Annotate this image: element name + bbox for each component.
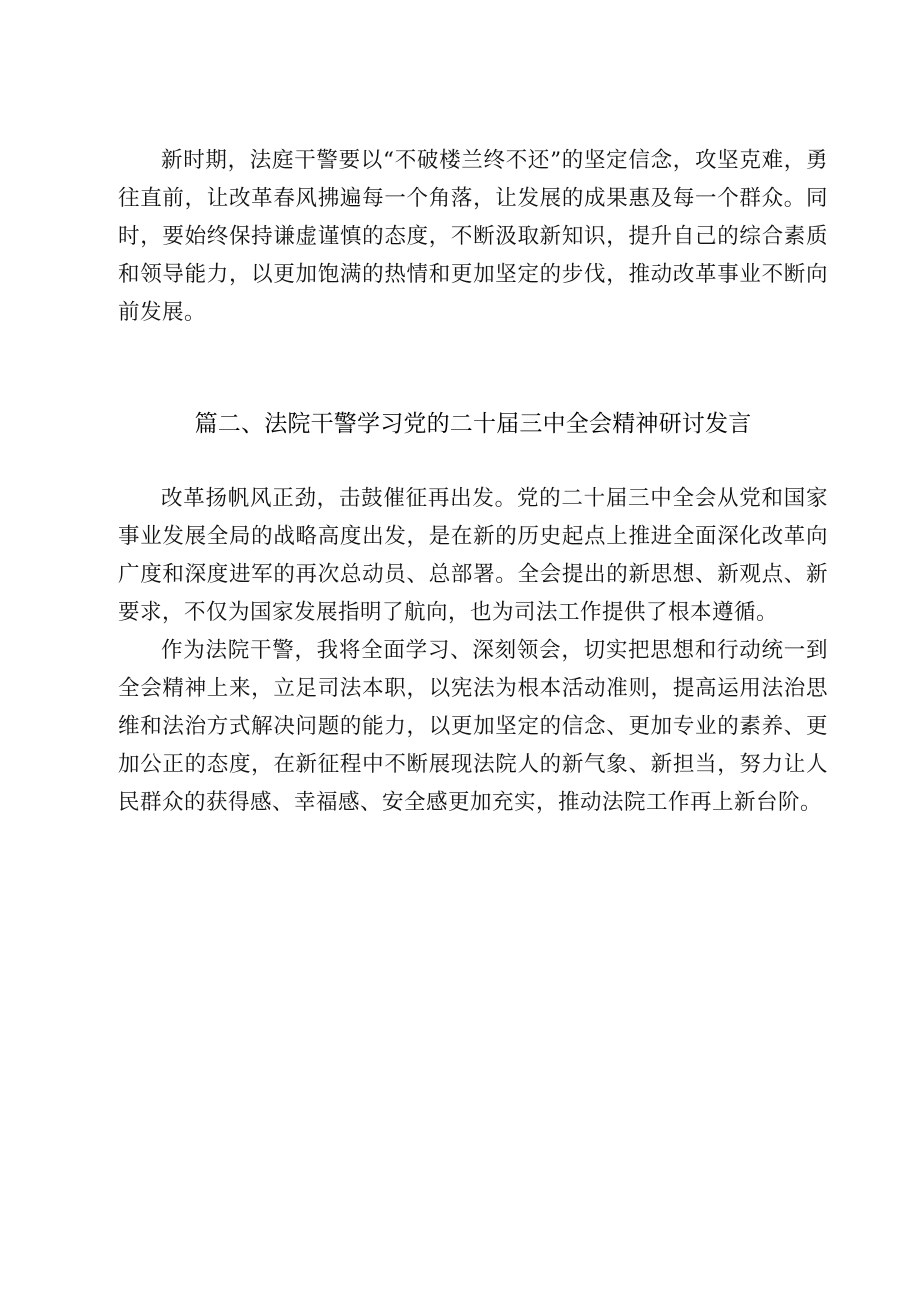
body-paragraph-3: 作为法院干警，我将全面学习、深刻领会，切实把思想和行动统一到全会精神上来，立足司法本职，以宪法为根本活动准则，提高运用法治思维和法治方式解决问题的能力，以更加坚定的信念、更加专业的素养、更加公正的态度，在新征程中不断展现法院人的新气象、新担当，努力让人民群众的获得感、幸福感、安全感更加充实，推动法院工作再上新台阶。	[118, 638, 828, 815]
document-body	[118, 142, 828, 822]
body-paragraph-1: 新时期，法庭干警要以“不破楼兰终不还”的坚定信念，攻坚克难，勇往直前，让改革春风拂遍每一个角落，让发展的成果惠及每一个群众。同时，要始终保持谦虚谨慎的态度，不断汲取新知识，提升自己的综合素质和领导能力，以更加饱满的热情和更加坚定的步伐，推动改革事业不断向前发展。	[118, 148, 828, 325]
section-title: 篇二、法院干警学习党的二十届三中全会精神研讨发言	[194, 411, 752, 437]
body-paragraph-2: 改革扬帆风正劲，击鼓催征再出发。党的二十届三中全会从党和国家事业发展全局的战略高度出发，是在新的历史起点上推进全面深化改革向广度和深度进军的再次总动员、总部署。全会提出的新思想、新观点、新要求，不仅为国家发展指明了航向，也为司法工作提供了根本遵循。	[118, 486, 828, 625]
